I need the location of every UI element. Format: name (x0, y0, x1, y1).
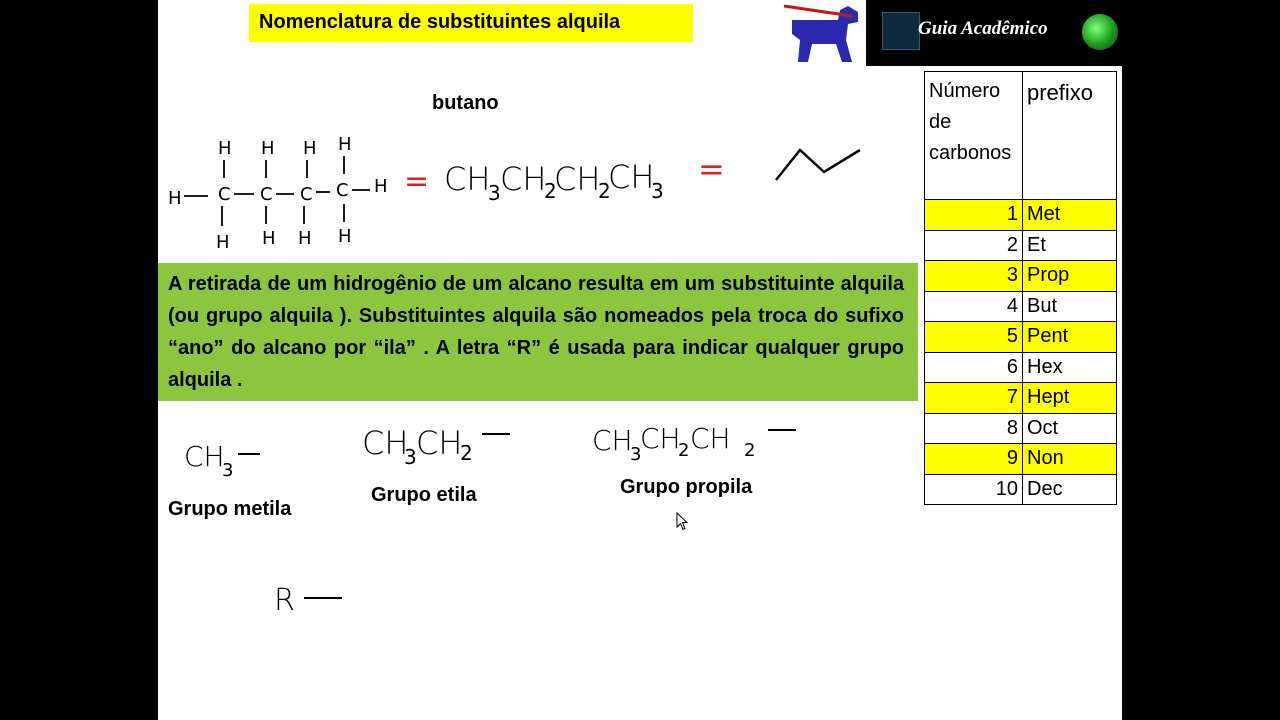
svg-text:H: H (262, 228, 276, 249)
prefix-cell: Hex (1023, 352, 1117, 383)
svg-text:C: C (260, 184, 273, 205)
table-row (925, 474, 1117, 505)
carbon-count: 4 (925, 291, 1023, 322)
table-row (925, 261, 1117, 292)
svg-text:CH: CH (444, 160, 491, 198)
table-row (925, 444, 1117, 475)
carbon-count: 1 (925, 200, 1023, 231)
svg-text:H: H (168, 188, 182, 209)
svg-text:2: 2 (744, 440, 756, 461)
table-row (925, 413, 1117, 444)
svg-text:H: H (374, 176, 388, 197)
svg-text:3: 3 (222, 460, 234, 480)
carbon-count: 7 (925, 383, 1023, 414)
svg-text:H: H (218, 138, 232, 159)
svg-text:CH: CH (640, 422, 681, 455)
carbon-count: 10 (925, 474, 1023, 505)
header-prefix: prefixo (1023, 72, 1117, 200)
svg-text:CH: CH (416, 424, 463, 462)
svg-text:3: 3 (404, 445, 417, 469)
svg-text:CH: CH (690, 422, 731, 455)
table-header-row (925, 72, 1117, 200)
equals-sign-2: = (698, 150, 725, 188)
ethyl-formula (362, 420, 516, 470)
carbon-count: 9 (925, 444, 1023, 475)
butano-label: butano (432, 92, 499, 114)
svg-text:2: 2 (460, 441, 473, 465)
svg-text:2: 2 (544, 179, 557, 203)
svg-text:CH: CH (184, 440, 225, 473)
explanation-text: A retirada de um hidrogênio de um alcano resulta em um substituinte alquila (ou grupo alquila ). Substituintes alquila são nomeados pela troca do sufixo “ano” do alcano por “ila” . A letra “R” é usada para indicar qualquer grupo alquila . (168, 273, 904, 391)
prefix-cell: Oct (1023, 413, 1117, 444)
butane-condensed-formula (444, 150, 664, 206)
carbon-count: 8 (925, 413, 1023, 444)
prefix-cell: Dec (1023, 474, 1117, 505)
svg-text:3: 3 (630, 444, 642, 465)
prefix-cell: But (1023, 291, 1117, 322)
prefix-cell: Pent (1023, 322, 1117, 353)
prefix-table (924, 71, 1117, 505)
ethyl-name: Grupo etila (371, 484, 477, 506)
svg-text:CH: CH (592, 424, 633, 457)
prefix-cell: Et (1023, 230, 1117, 261)
table-row (925, 383, 1117, 414)
mouse-cursor-icon (676, 512, 690, 532)
svg-text:H: H (338, 226, 352, 247)
svg-text:H: H (261, 138, 275, 159)
table-row (925, 322, 1117, 353)
carbon-count: 3 (925, 261, 1023, 292)
svg-text:C: C (218, 184, 231, 205)
equals-sign-1: = (404, 164, 430, 199)
table-row (925, 291, 1117, 322)
svg-text:3: 3 (488, 181, 501, 205)
methyl-name: Grupo metila (168, 498, 292, 520)
svg-text:H: H (216, 232, 230, 252)
table-row (925, 200, 1117, 231)
prefix-cell: Met (1023, 200, 1117, 231)
logo-text: Guia Acadêmico (918, 18, 1048, 39)
circuit-icon (882, 12, 920, 50)
prefix-cell: Prop (1023, 261, 1117, 292)
prefix-cell: Non (1023, 444, 1117, 475)
butane-structural-formula (168, 132, 398, 252)
svg-text:H: H (298, 228, 312, 249)
carbon-count: 6 (925, 352, 1023, 383)
propyl-formula (592, 418, 802, 468)
table-row (925, 230, 1117, 261)
carbon-count: 5 (925, 322, 1023, 353)
svg-text:CH: CH (554, 160, 601, 198)
svg-text:R: R (274, 583, 295, 618)
header-number-of-carbons: Número de carbonos (925, 72, 1023, 200)
svg-text:H: H (338, 134, 352, 155)
carbon-count: 2 (925, 230, 1023, 261)
svg-text:C: C (336, 180, 349, 201)
r-group-formula (274, 580, 346, 620)
svg-text:CH: CH (362, 424, 409, 462)
propyl-name: Grupo propila (620, 476, 753, 498)
prefix-cell: Hept (1023, 383, 1117, 414)
dog-logo-icon (778, 0, 866, 66)
globe-icon (1082, 14, 1118, 50)
svg-text:2: 2 (598, 179, 611, 203)
svg-text:CH: CH (500, 160, 547, 198)
svg-text:H: H (303, 138, 317, 159)
svg-text:C: C (300, 184, 313, 205)
svg-text:CH: CH (608, 158, 655, 196)
svg-text:2: 2 (678, 440, 690, 461)
slide-title: Nomenclatura de substituintes alquila (249, 4, 693, 42)
svg-text:3: 3 (651, 179, 664, 203)
butane-skeletal-formula (772, 140, 864, 184)
table-row (925, 352, 1117, 383)
methyl-formula (184, 436, 268, 480)
